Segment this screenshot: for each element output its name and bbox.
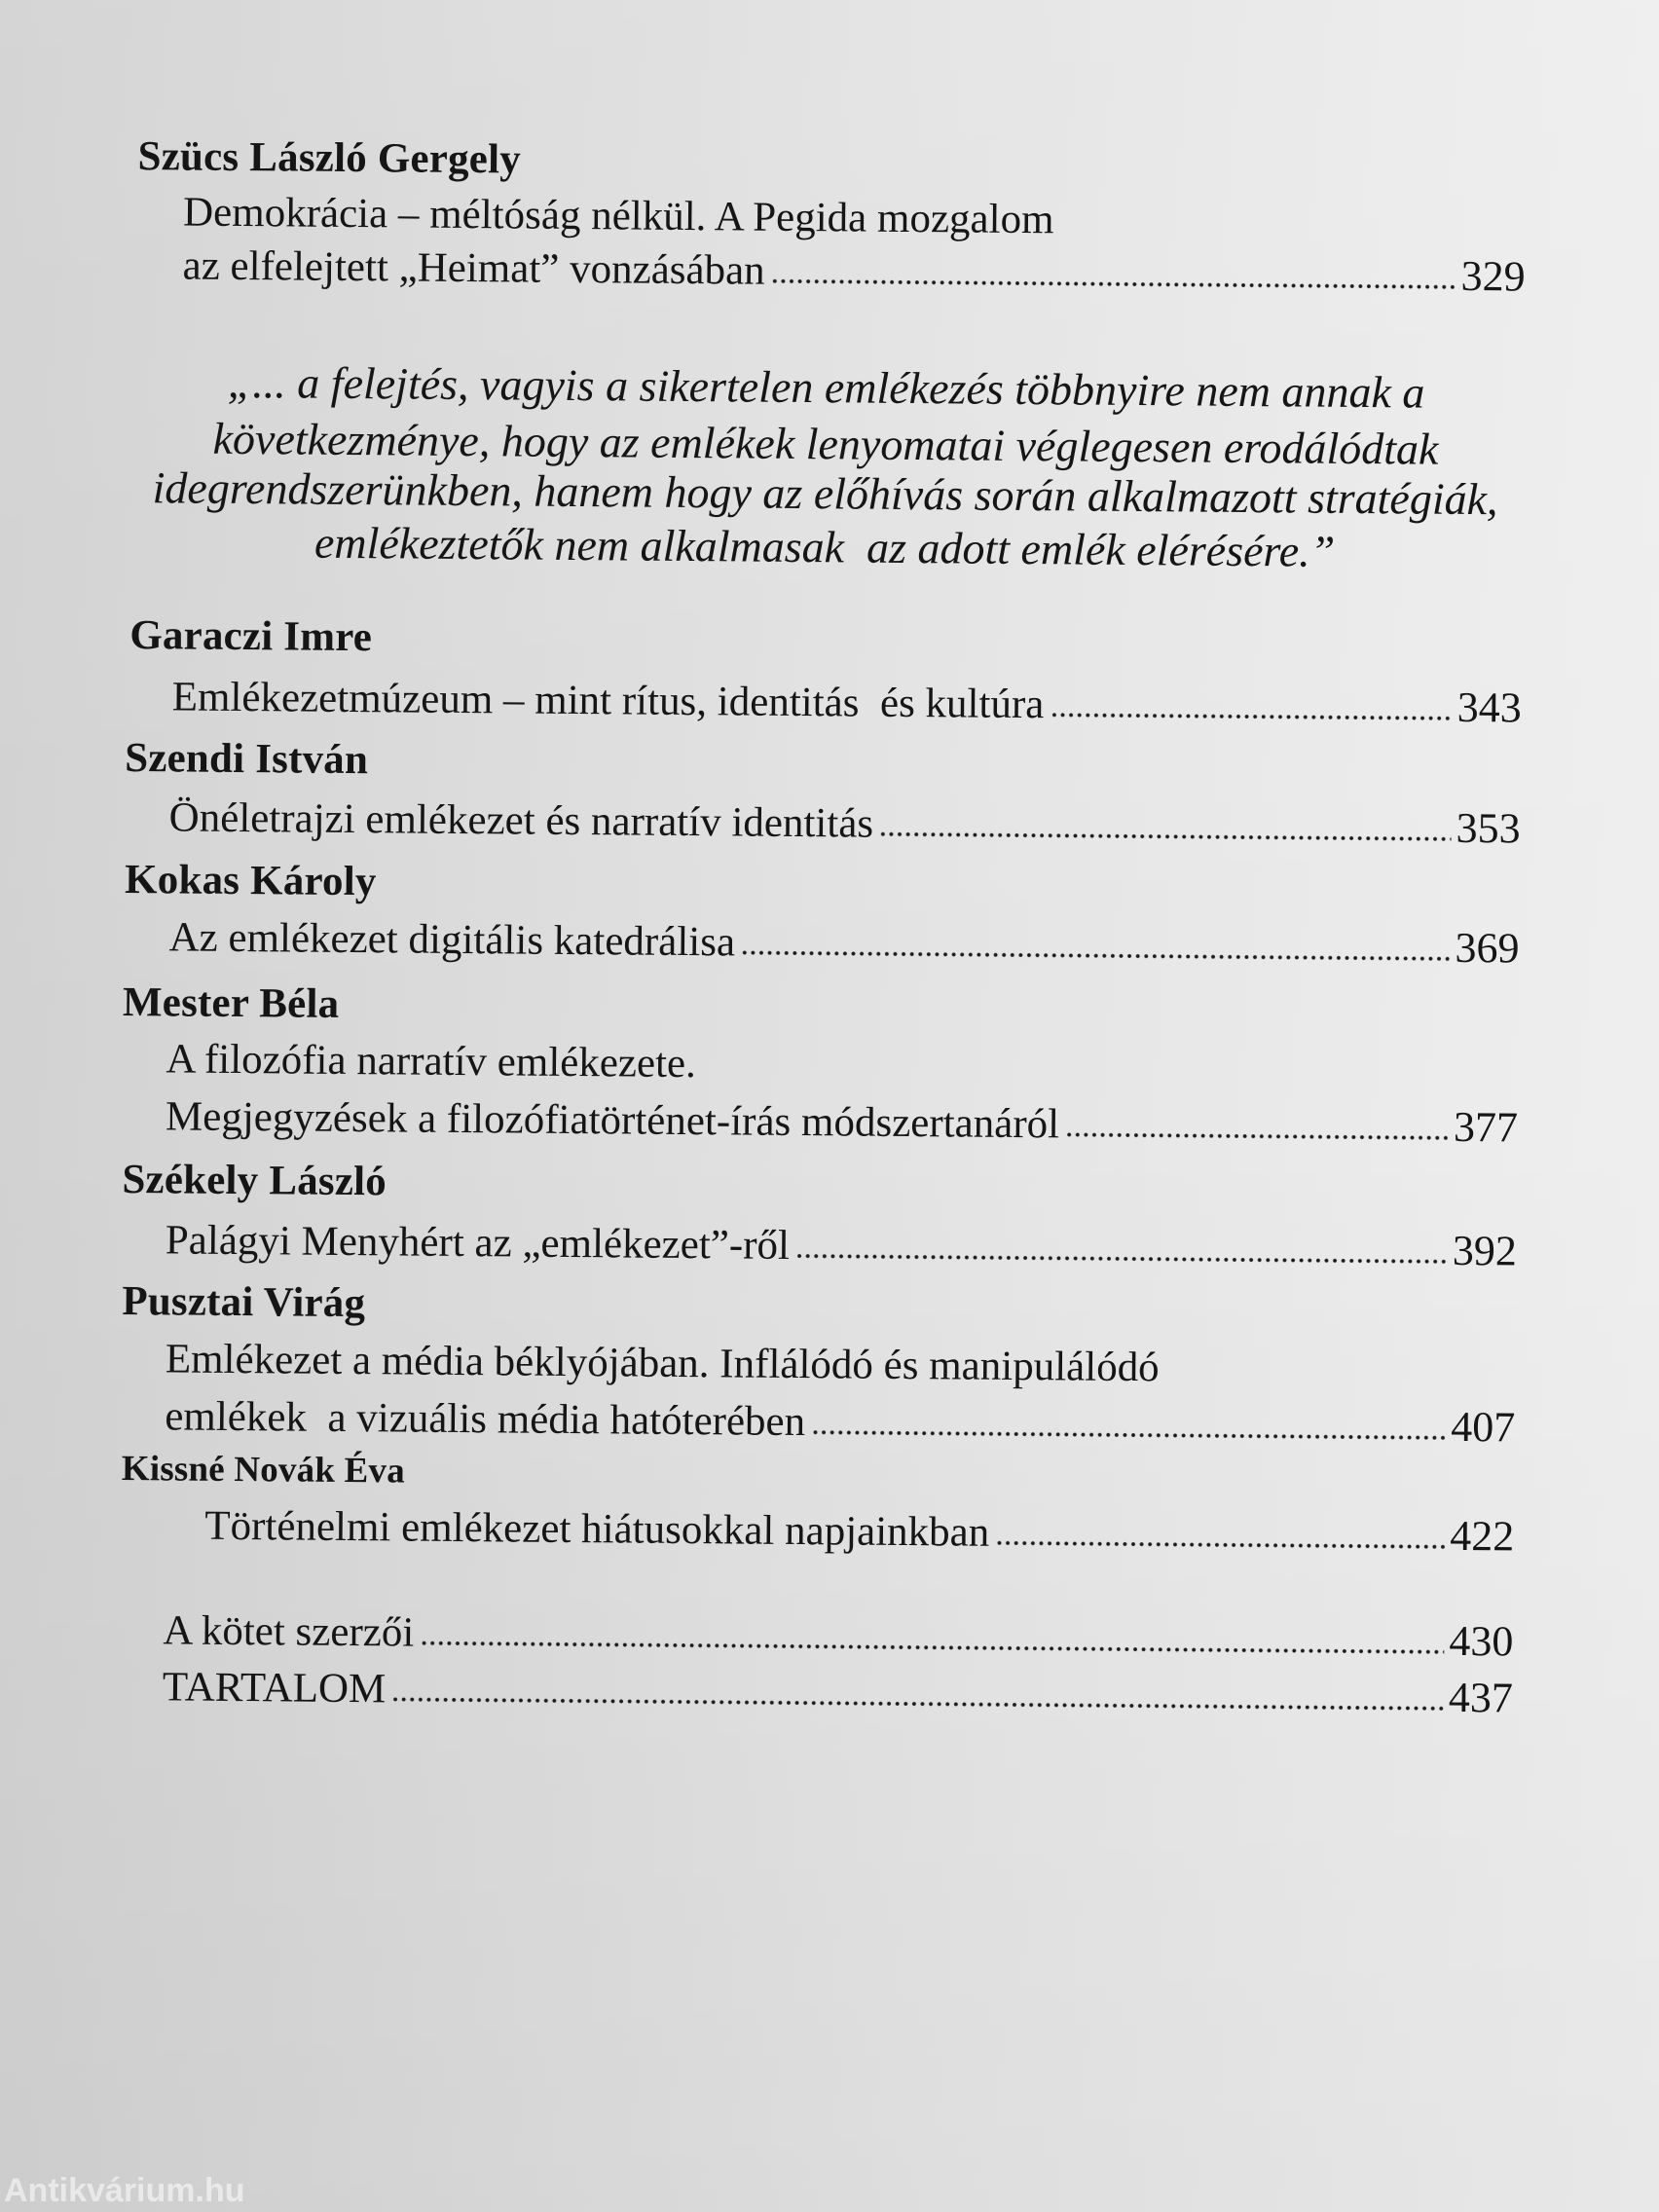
entry-title: Demokrácia – méltóság nélkül. A Pegida mozgalom [182, 189, 1054, 243]
author-name: Kissné Novák Éva [121, 1448, 406, 1492]
watermark: Antikvárium.hu [4, 2172, 245, 2209]
entry-title: Önéletrajzi emlékezet és narratív identitás [168, 794, 874, 847]
page-number: 437 [1448, 1673, 1514, 1722]
dot-leader [995, 1540, 1445, 1550]
page-number: 392 [1452, 1226, 1518, 1275]
dot-leader [1065, 1131, 1449, 1140]
page-number: 369 [1455, 923, 1520, 973]
dot-leader [1050, 712, 1452, 721]
toc-entry-contents [163, 1657, 1513, 1727]
page-number: 422 [1450, 1511, 1515, 1561]
author-name: Garaczi Imre [129, 612, 373, 661]
author-name: Pusztai Virág [122, 1277, 366, 1327]
page-number: 377 [1453, 1102, 1519, 1152]
author-name: Mester Béla [122, 978, 340, 1027]
dot-leader [771, 278, 1456, 290]
page-number: 407 [1451, 1402, 1516, 1452]
page-number: 430 [1449, 1616, 1514, 1666]
toc-entry [166, 1210, 1517, 1280]
entry-title: TARTALOM [162, 1664, 387, 1713]
dot-leader [879, 831, 1452, 842]
entry-title: Palágyi Menyhért az „emlékezet”-ről [165, 1217, 791, 1269]
dot-leader [741, 950, 1451, 962]
dot-leader [391, 1696, 1444, 1711]
entry-title: Emlékezetmúzeum – mint rítus, identitás és kultúra [171, 674, 1045, 728]
quote-line: „... a felejtés, vagyis a sikertelen emlékezés többnyire nem annak a [227, 356, 1425, 418]
entry-title: az elfelejtett „Heimat” vonzásában [182, 242, 765, 294]
entry-title: Az emlékezet digitális katedrálisa [168, 914, 736, 966]
toc-entry [168, 788, 1520, 858]
entry-title: Emlékezet a média béklyójában. Inflálódó és manipulálódó [165, 1336, 1160, 1391]
entry-title: A kötet szerzői [163, 1607, 415, 1656]
entry-title: Megjegyzések a filozófiatörténet-írás módszertanáról [165, 1093, 1060, 1148]
author-name: Székely László [122, 1156, 387, 1205]
dot-leader [811, 1429, 1446, 1441]
page-number: 343 [1456, 682, 1522, 732]
quote-line: következménye, hogy az emlékek lenyomatai véglegesen erodálódtak [212, 413, 1439, 474]
page-number: 353 [1456, 803, 1521, 853]
toc-entry [166, 1087, 1518, 1157]
toc-entry [168, 907, 1519, 977]
author-name: Kokas Károly [124, 856, 377, 905]
page-number: 329 [1460, 251, 1526, 301]
table-of-contents [4, 0, 1577, 1766]
dot-leader [420, 1641, 1444, 1655]
toc-entry [204, 1496, 1514, 1567]
author-name: Szücs László Gergely [137, 133, 522, 183]
entry-title: Történelmi emlékezet hiátusokkal napjainkban [204, 1502, 990, 1556]
toc-entry [172, 667, 1522, 737]
author-name: Szendi István [125, 734, 369, 784]
quote-line: idegrendszerünkben, hanem hogy az előhívás során alkalmazott stratégiák, [152, 462, 1498, 525]
quote-line: emlékeztetők nem alkalmasak az adott emlék elérésére.” [313, 517, 1336, 576]
dot-leader [795, 1253, 1448, 1265]
entry-title: emlékek a vizuális média hatóterében [165, 1393, 806, 1446]
toc-entry [182, 236, 1525, 306]
entry-title: A filozófia narratív emlékezete. [166, 1036, 697, 1088]
